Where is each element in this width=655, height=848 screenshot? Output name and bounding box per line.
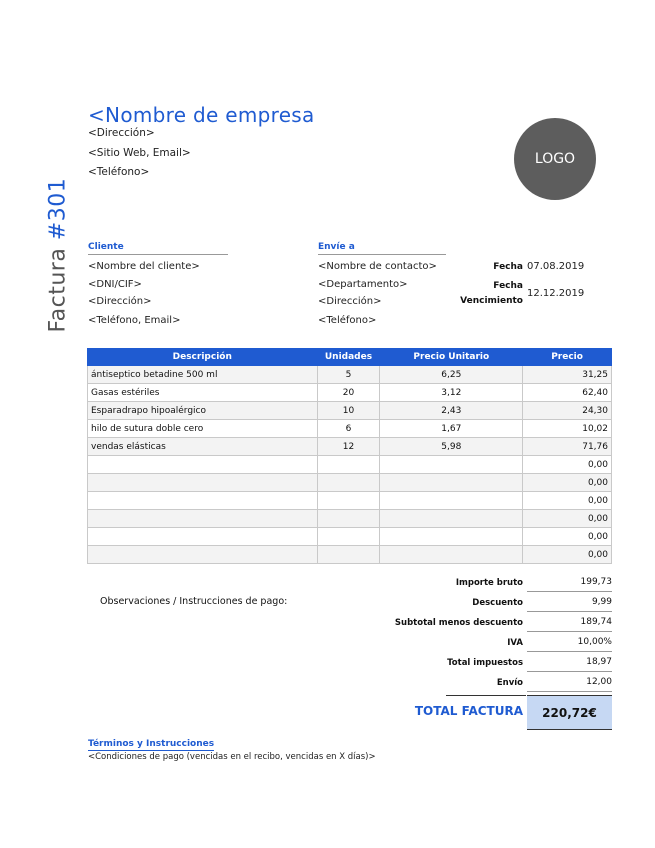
item-description: ántiseptico betadine 500 ml [88,366,318,384]
total-label: Importe bruto [455,578,523,588]
table-row [88,528,612,546]
item-price: 71,76 [523,438,612,456]
item-description [88,492,318,510]
table-row [88,438,612,456]
client-tax-id: <DNI/CIF> [88,279,142,290]
table-row [88,546,612,564]
total-label: IVA [507,638,523,648]
client-address: <Dirección> [88,296,152,307]
table-row [88,420,612,438]
total-value: 18,97 [527,657,612,672]
table-row [88,456,612,474]
invoice-title [45,177,71,333]
item-description: Gasas estériles [88,384,318,402]
item-units [317,492,380,510]
header-units: Unidades [317,349,380,366]
total-value: 12,00 [527,677,612,692]
item-description [88,456,318,474]
item-price: 0,00 [523,456,612,474]
table-row [88,366,612,384]
item-description [88,474,318,492]
item-unit-price: 3,12 [380,384,523,402]
item-units: 6 [317,420,380,438]
date-label: Fecha [493,262,523,272]
company-phone: <Teléfono> [88,166,150,178]
item-units [317,474,380,492]
due-date-label-1: Fecha [493,281,523,291]
item-unit-price: 5,98 [380,438,523,456]
item-description [88,510,318,528]
header-price: Precio [523,349,612,366]
total-label: Descuento [472,598,523,608]
invoice-number: #301 [45,177,71,241]
item-unit-price [380,456,523,474]
item-price: 62,40 [523,384,612,402]
item-price: 10,02 [523,420,612,438]
total-label: Total impuestos [447,658,523,668]
total-value: 199,73 [527,577,612,592]
item-units [317,456,380,474]
table-row [88,510,612,528]
total-value: 189,74 [527,617,612,632]
table-row [88,474,612,492]
item-price: 31,25 [523,366,612,384]
company-address: <Dirección> [88,127,155,139]
item-price: 0,00 [523,474,612,492]
item-unit-price [380,474,523,492]
ship-to-phone: <Teléfono> [318,315,377,326]
item-units: 10 [317,402,380,420]
item-description: Esparadrapo hipoalérgico [88,402,318,420]
total-value: 10,00% [527,637,612,652]
item-price: 24,30 [523,402,612,420]
notes-label: Observaciones / Instrucciones de pago: [100,596,288,607]
header-description: Descripción [88,349,318,366]
items-table [87,348,612,564]
ship-to-heading: Envíe a [318,242,446,255]
total-value: 9,99 [527,597,612,612]
item-unit-price [380,546,523,564]
due-date-label-2: Vencimiento [460,296,523,306]
item-description: hilo de sutura doble cero [88,420,318,438]
ship-to-address: <Dirección> [318,296,382,307]
item-description: vendas elásticas [88,438,318,456]
item-unit-price [380,528,523,546]
item-price: 0,00 [523,528,612,546]
grand-total-label: TOTAL FACTURA [414,704,523,718]
ship-to-department: <Departamento> [318,279,408,290]
ship-to-contact: <Nombre de contacto> [318,261,437,272]
item-units: 20 [317,384,380,402]
logo-text: LOGO [534,151,576,167]
table-row [88,492,612,510]
item-unit-price: 2,43 [380,402,523,420]
item-unit-price: 1,67 [380,420,523,438]
total-label: Envío [496,678,523,688]
items-header-row [88,349,612,366]
company-web-email: <Sitio Web, Email> [88,147,191,159]
item-price: 0,00 [523,510,612,528]
terms-text: <Condiciones de pago (vencidas en el recibo, vencidas en X días)> [88,752,376,762]
table-row [88,384,612,402]
client-heading: Cliente [88,242,228,255]
item-price: 0,00 [523,492,612,510]
item-price: 0,00 [523,546,612,564]
client-name: <Nombre del cliente> [88,261,200,272]
item-unit-price: 6,25 [380,366,523,384]
item-description [88,546,318,564]
company-name: <Nombre de empresa [88,103,315,127]
header-unit-price: Precio Unitario [380,349,523,366]
client-contact: <Teléfono, Email> [88,315,181,326]
grand-total-rule [446,695,526,696]
item-units: 5 [317,366,380,384]
table-row [88,402,612,420]
item-units [317,546,380,564]
item-units [317,510,380,528]
date-value: 07.08.2019 [527,261,585,272]
item-units [317,528,380,546]
company-logo [514,118,596,200]
grand-total-value: 220,72€ [527,695,612,730]
terms-heading: Términos y Instrucciones [88,739,215,749]
item-unit-price [380,492,523,510]
invoice-label: Factura [45,247,71,333]
item-units: 12 [317,438,380,456]
total-label: Subtotal menos descuento [394,618,523,628]
due-date-value: 12.12.2019 [527,288,585,299]
item-unit-price [380,510,523,528]
item-description [88,528,318,546]
